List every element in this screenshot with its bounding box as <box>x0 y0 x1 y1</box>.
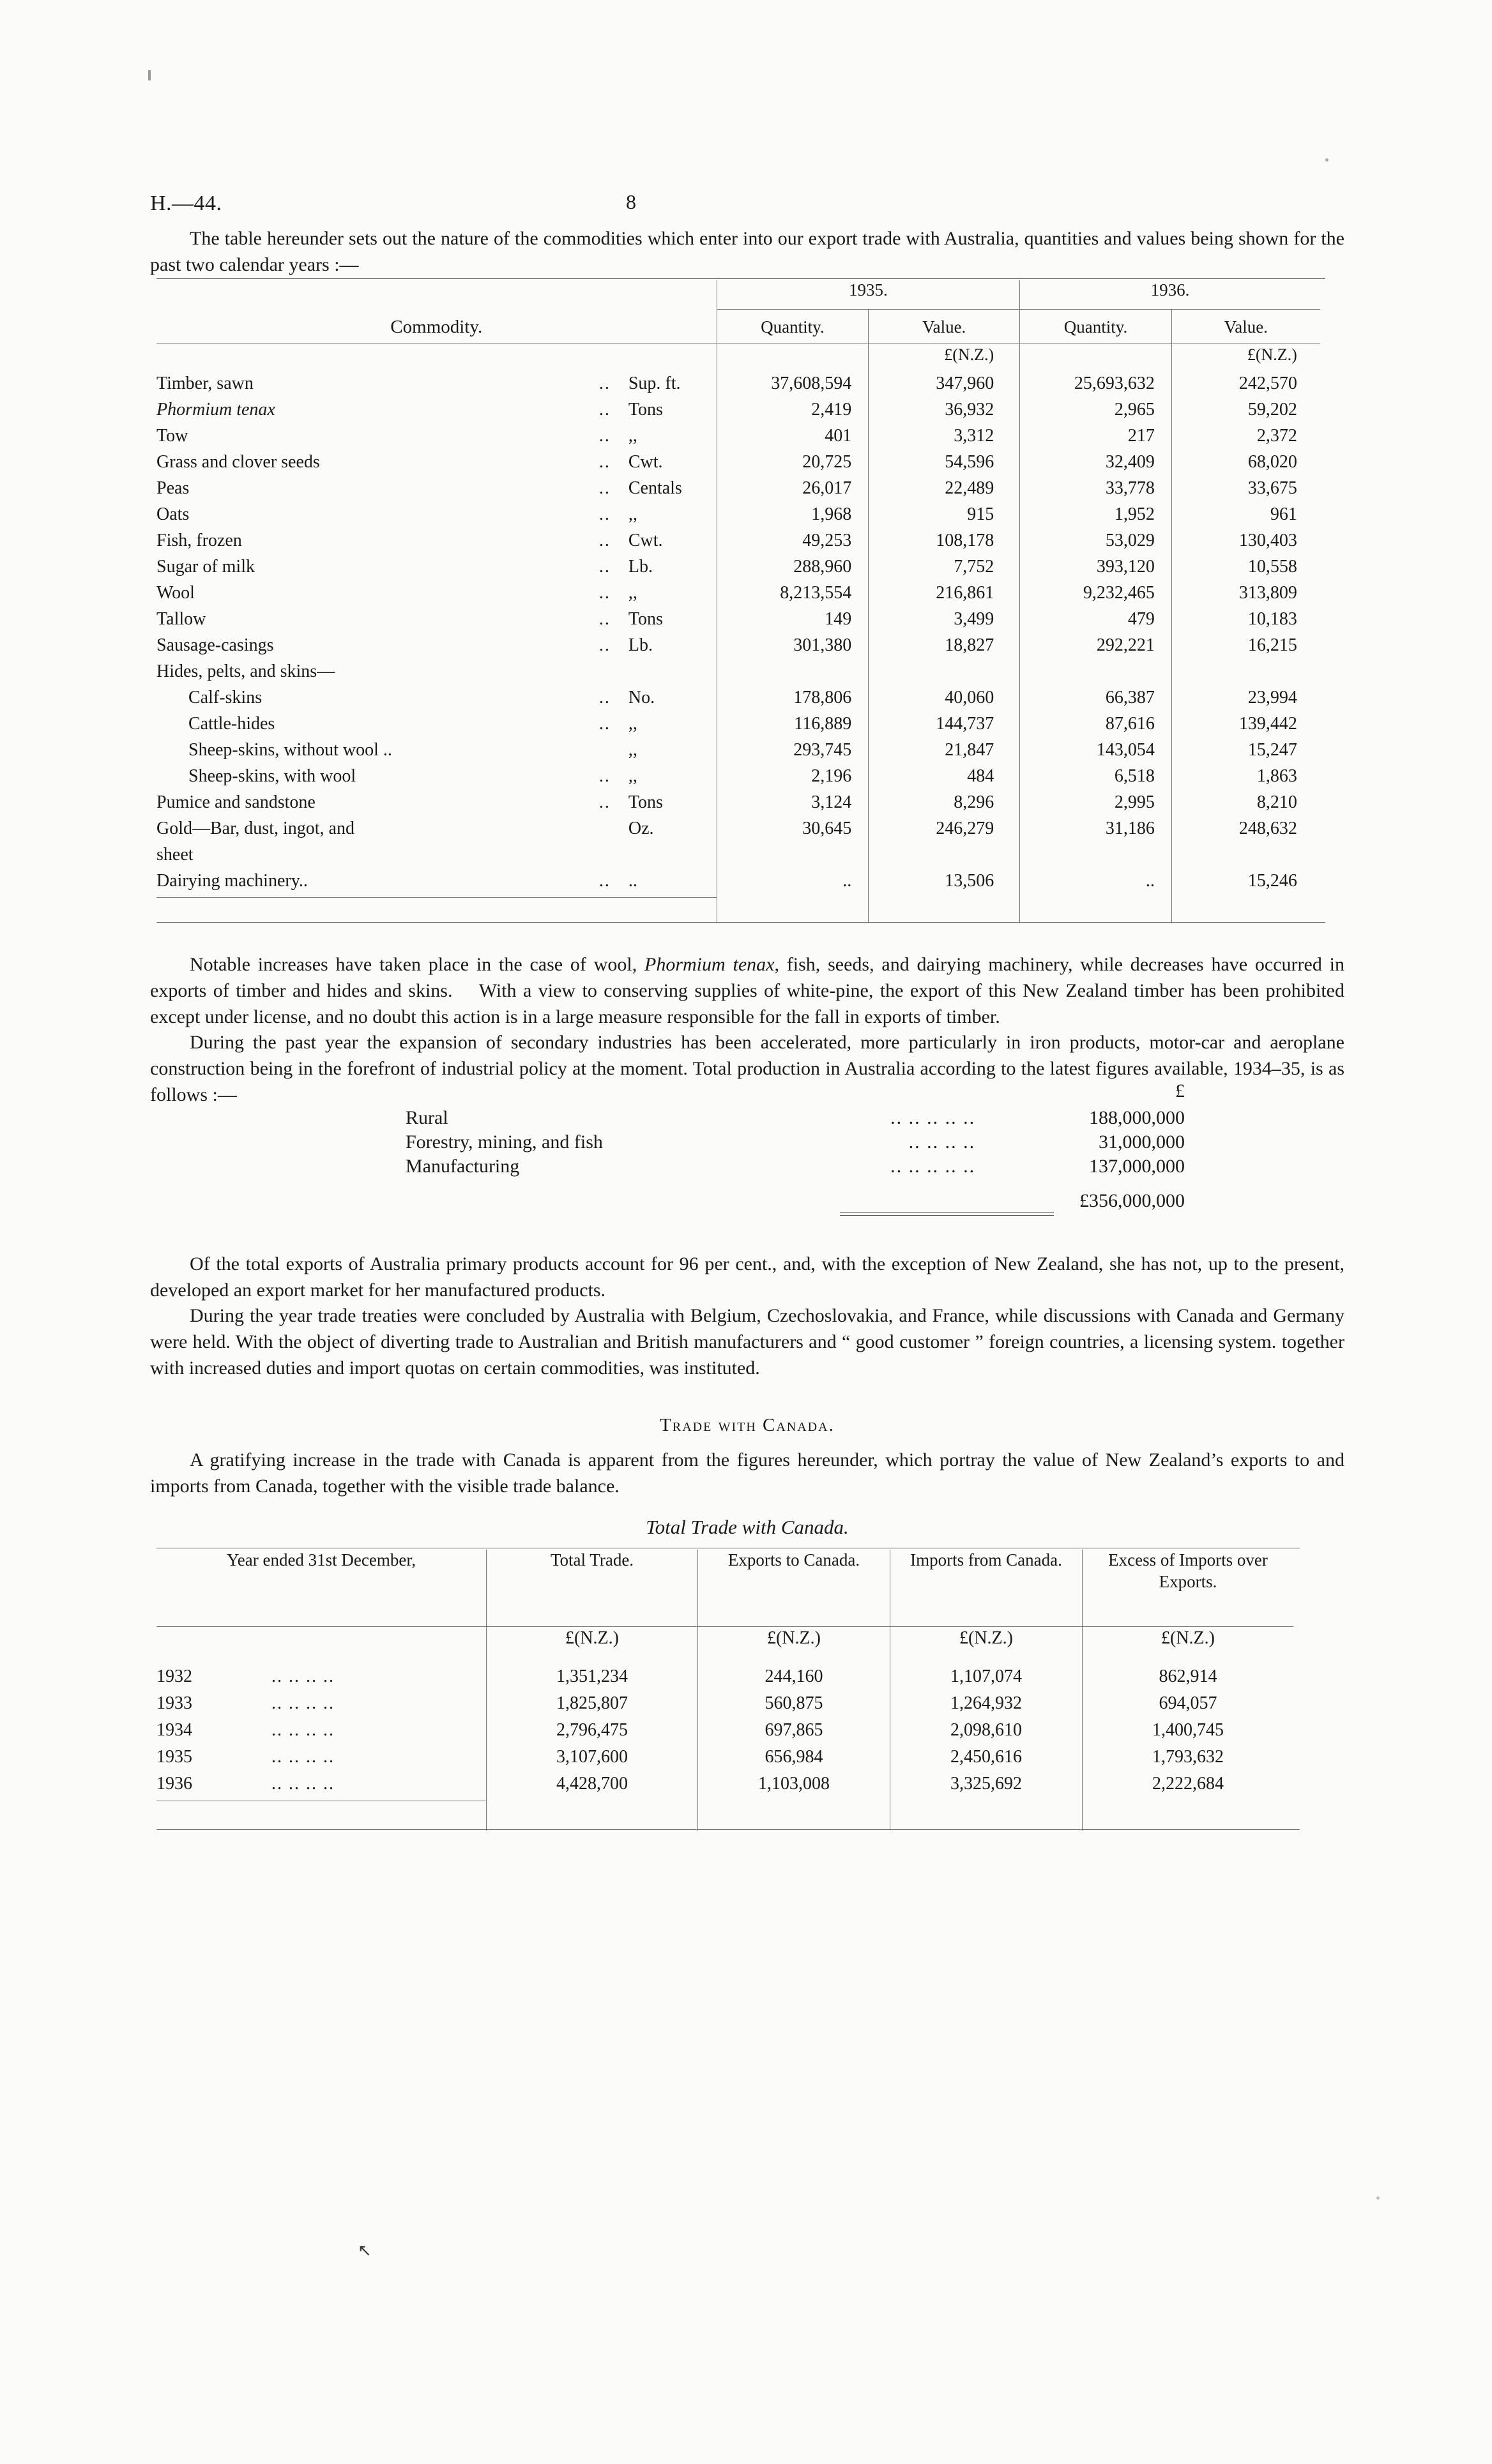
production-currency-symbol: £ <box>1175 1080 1185 1101</box>
row-endpad <box>1320 400 1325 426</box>
quantity-1935: 8,213,554 <box>717 583 869 609</box>
canada-currency-row <box>156 1628 1300 1667</box>
canada-currency-total: £(N.Z.) <box>487 1628 698 1667</box>
leader-dots: .. .. .. .. <box>908 1131 976 1153</box>
excess-value: 1,793,632 <box>1083 1747 1294 1774</box>
value-1935-header: Value. <box>869 310 1020 344</box>
table-row <box>156 1667 1300 1693</box>
value-1935 <box>869 661 1020 688</box>
value-1936-header: Value. <box>1171 310 1320 344</box>
table-row <box>156 740 1325 766</box>
production-total-rule <box>840 1212 1054 1216</box>
production-total: £356,000,000 <box>1079 1190 1185 1211</box>
row-endpad <box>1320 819 1325 845</box>
leader-dots <box>499 661 623 688</box>
quantity-1936: 9,232,465 <box>1020 583 1172 609</box>
canada-exports-header: Exports to Canada. <box>698 1550 890 1627</box>
table-row <box>156 661 1325 688</box>
production-row <box>406 1106 1185 1130</box>
year-label: 1935 <box>156 1747 192 1767</box>
commodity-name: Sheep-skins, without wool .. <box>188 740 392 760</box>
leader-dots: .. .. .. .. <box>271 1667 335 1687</box>
production-label: Manufacturing <box>406 1155 520 1177</box>
table-row <box>156 1693 1300 1720</box>
leader-dots <box>499 740 623 766</box>
commodity-name: Grass and clover seeds <box>156 452 320 472</box>
quantity-1936: 6,518 <box>1020 766 1172 792</box>
canada-excess-header: Excess of Imports over Exports. <box>1083 1550 1294 1627</box>
canada-year-header: Year ended 31st December, <box>226 1550 416 1570</box>
commodity-name: sheet <box>156 845 194 865</box>
row-endpad <box>1293 1693 1300 1720</box>
canada-currency-exports: £(N.Z.) <box>698 1628 890 1667</box>
quantity-1936: 2,995 <box>1020 792 1172 819</box>
row-endpad <box>1320 504 1325 531</box>
quantity-1936: .. <box>1020 871 1172 898</box>
value-1936: 8,210 <box>1171 792 1320 819</box>
quantity-1935: 288,960 <box>717 557 869 583</box>
currency-label-1935: £(N.Z.) <box>869 345 1020 374</box>
canada-intro-paragraph: A gratifying increase in the trade with Canada is apparent from the figures hereunder, which portray the value of New Zealand’s exports to and imports from Canada, together with the visible trade balance. <box>150 1449 1344 1497</box>
quantity-1935: 2,419 <box>717 400 869 426</box>
commodity-unit: ,, <box>628 740 637 760</box>
commodity-unit: ,, <box>628 714 637 734</box>
commodity-name: Phormium tenax <box>156 400 275 420</box>
canada-imports-header: Imports from Canada. <box>890 1550 1083 1627</box>
row-endpad <box>1320 374 1325 400</box>
commodity-name: Peas <box>156 478 190 499</box>
leader-dots: .. <box>598 452 611 472</box>
row-endpad <box>1320 426 1325 452</box>
quantity-1936 <box>1020 661 1172 688</box>
commodity-unit: Lb. <box>628 635 653 656</box>
value-1936: 2,372 <box>1171 426 1320 452</box>
table-row <box>156 400 1325 426</box>
commodity-column-header: Commodity. <box>390 317 483 338</box>
value-1935: 13,506 <box>869 871 1020 898</box>
notable-text-part1: Notable increases have taken place in the case of wool, <box>190 954 645 976</box>
leader-dots: .. <box>598 688 611 708</box>
quantity-1936: 53,029 <box>1020 531 1172 557</box>
row-endpad <box>1320 661 1325 688</box>
value-1935: 108,178 <box>869 531 1020 557</box>
excess-value: 1,400,745 <box>1083 1720 1294 1747</box>
leader-dots: .. <box>598 374 611 394</box>
value-1935 <box>869 845 1020 871</box>
page-mark: ↖ <box>358 2241 372 2260</box>
value-1936: 1,863 <box>1171 766 1320 792</box>
page-speck <box>1325 158 1328 162</box>
canada-table-title: Total Trade with Canada. <box>646 1516 849 1539</box>
leader-dots <box>499 819 623 845</box>
value-1936: 68,020 <box>1171 452 1320 478</box>
table-row <box>156 452 1325 478</box>
commodity-name: Fish, frozen <box>156 531 242 551</box>
exports-value: 1,103,008 <box>698 1774 890 1801</box>
page-speck <box>148 70 151 80</box>
value-1935: 18,827 <box>869 635 1020 661</box>
quantity-1936: 25,693,632 <box>1020 374 1172 400</box>
quantity-1936: 87,616 <box>1020 714 1172 740</box>
notable-increases-paragraph <box>150 952 1344 1030</box>
production-value: 137,000,000 <box>1089 1155 1185 1177</box>
quantity-1936: 32,409 <box>1020 452 1172 478</box>
table-row <box>156 374 1325 400</box>
value-1935: 246,279 <box>869 819 1020 845</box>
year-1936-header: 1936. <box>1020 280 1320 310</box>
commodity-name: Cattle-hides <box>188 714 275 734</box>
canada-trade-table <box>156 1548 1300 1831</box>
commodity-unit: ,, <box>628 766 637 787</box>
quantity-1935: .. <box>717 871 869 898</box>
leader-dots: .. <box>598 609 611 630</box>
quantity-1936 <box>1020 845 1172 871</box>
imports-value: 3,325,692 <box>890 1774 1083 1801</box>
quantity-1936: 2,965 <box>1020 400 1172 426</box>
leader-dots: .. .. .. .. <box>271 1720 335 1741</box>
notable-text-part2: , fish, seeds, and dairying machinery, while decreases have occurred in exports of timber and hides and skins. With a view to conserving supplies of white-pine, the export of this New Zealand timber has been prohibited except under license, and no doubt this action is in a large measure responsible for the fall in exports of timber. <box>150 954 1344 1027</box>
commodity-name: Tow <box>156 426 188 446</box>
value-1935: 3,312 <box>869 426 1020 452</box>
commodity-name: Calf-skins <box>188 688 263 708</box>
production-label: Forestry, mining, and fish <box>406 1131 603 1153</box>
year-label: 1932 <box>156 1667 192 1687</box>
value-1935: 915 <box>869 504 1020 531</box>
row-endpad <box>1320 714 1325 740</box>
imports-value: 2,098,610 <box>890 1720 1083 1747</box>
commodity-name: Timber, sawn <box>156 374 254 394</box>
currency-label-1936: £(N.Z.) <box>1171 345 1320 374</box>
leader-dots: .. .. .. .. <box>271 1774 335 1794</box>
quantity-1935: 116,889 <box>717 714 869 740</box>
leader-dots: .. <box>598 400 611 420</box>
total-trade-value: 3,107,600 <box>487 1747 698 1774</box>
value-1936: 59,202 <box>1171 400 1320 426</box>
leader-dots: .. <box>598 426 611 446</box>
canada-row-group <box>156 1667 1300 1801</box>
production-row-group <box>406 1106 1185 1179</box>
commodity-header-row <box>156 310 1325 344</box>
table-row <box>156 478 1325 504</box>
commodity-unit: Lb. <box>628 557 653 577</box>
production-value: 188,000,000 <box>1089 1107 1185 1128</box>
commodity-unit: .. <box>628 871 637 891</box>
canada-table-closing-rule <box>156 1829 1300 1830</box>
commodity-table <box>156 278 1325 924</box>
commodity-unit: ,, <box>628 426 637 446</box>
value-1935: 484 <box>869 766 1020 792</box>
currency-row <box>156 345 1325 374</box>
commodity-unit: ,, <box>628 583 637 603</box>
row-endpad <box>1320 635 1325 661</box>
quantity-1935: 20,725 <box>717 452 869 478</box>
excess-value: 694,057 <box>1083 1693 1294 1720</box>
leader-dots: .. <box>598 871 611 891</box>
leader-dots: .. <box>598 792 611 813</box>
page-content <box>150 192 1344 1830</box>
quantity-1935: 26,017 <box>717 478 869 504</box>
commodity-unit: Cwt. <box>628 531 663 551</box>
value-1935: 22,489 <box>869 478 1020 504</box>
value-1936: 139,442 <box>1171 714 1320 740</box>
table-row <box>156 635 1325 661</box>
year-label: 1933 <box>156 1693 192 1714</box>
leader-dots: .. <box>598 531 611 551</box>
row-endpad <box>1320 452 1325 478</box>
year-header-row <box>156 280 1325 310</box>
commodity-name: Oats <box>156 504 190 525</box>
exports-value: 656,984 <box>698 1747 890 1774</box>
quantity-1935: 293,745 <box>717 740 869 766</box>
commodity-unit <box>623 845 717 871</box>
leader-dots <box>499 845 623 871</box>
row-endpad <box>1320 871 1325 898</box>
value-1936: 242,570 <box>1171 374 1320 400</box>
commodity-name: Pumice and sandstone <box>156 792 316 813</box>
leader-dots: .. <box>598 557 611 577</box>
page-header <box>150 192 1344 226</box>
quantity-1935: 2,196 <box>717 766 869 792</box>
total-exports-paragraph: Of the total exports of Australia primary products account for 96 per cent., and, with the exception of New Zealand, she has not, up to the present, developed an export market for her manufactured products. <box>150 1253 1344 1301</box>
table-row <box>156 792 1325 819</box>
quantity-1935: 3,124 <box>717 792 869 819</box>
commodity-unit: ,, <box>628 504 637 525</box>
quantity-1935: 301,380 <box>717 635 869 661</box>
quantity-1935-header: Quantity. <box>717 310 869 344</box>
value-1936: 15,247 <box>1171 740 1320 766</box>
production-value: 31,000,000 <box>1099 1131 1185 1153</box>
value-1936: 16,215 <box>1171 635 1320 661</box>
commodity-unit <box>623 661 717 688</box>
production-row <box>406 1130 1185 1154</box>
production-label: Rural <box>406 1107 448 1128</box>
table-row <box>156 557 1325 583</box>
quantity-1936: 31,186 <box>1020 819 1172 845</box>
value-1936: 313,809 <box>1171 583 1320 609</box>
row-endpad <box>1320 609 1325 635</box>
canada-currency-imports: £(N.Z.) <box>890 1628 1083 1667</box>
year-1935-header: 1935. <box>717 280 1020 310</box>
document-id: H.—44. <box>150 192 222 215</box>
table-row <box>156 688 1325 714</box>
commodity-row-group <box>156 374 1325 898</box>
quantity-1935 <box>717 661 869 688</box>
leader-dots: .. <box>598 478 611 499</box>
quantity-1935: 178,806 <box>717 688 869 714</box>
value-1935: 36,932 <box>869 400 1020 426</box>
value-1936 <box>1171 661 1320 688</box>
commodity-name: Sausage-casings <box>156 635 274 656</box>
quantity-1936: 1,952 <box>1020 504 1172 531</box>
row-endpad <box>1320 557 1325 583</box>
value-1936: 130,403 <box>1171 531 1320 557</box>
value-1935: 3,499 <box>869 609 1020 635</box>
quantity-1936: 143,054 <box>1020 740 1172 766</box>
excess-value: 862,914 <box>1083 1667 1294 1693</box>
value-1935: 40,060 <box>869 688 1020 714</box>
table-row <box>156 426 1325 452</box>
exports-commentary-block <box>150 1251 1344 1382</box>
commodity-unit: No. <box>628 688 655 708</box>
quantity-1936-header: Quantity. <box>1020 310 1172 344</box>
commodity-unit: Tons <box>628 792 663 813</box>
secondary-industries-paragraph: During the past year the expansion of secondary industries has been accelerated, more particularly in iron products, motor-car and aeroplane construction being in the forefront of industrial policy at the moment. Total production in Australia according to the latest figures available, 1934–35, is as follows :— <box>150 1032 1344 1106</box>
table-row <box>156 1747 1300 1774</box>
quantity-1935: 401 <box>717 426 869 452</box>
leader-dots: .. <box>598 766 611 787</box>
table-row <box>156 504 1325 531</box>
value-1935: 216,861 <box>869 583 1020 609</box>
commodity-unit: Centals <box>628 478 682 499</box>
imports-value: 1,264,932 <box>890 1693 1083 1720</box>
canada-total-trade-header: Total Trade. <box>487 1550 698 1627</box>
exports-value: 244,160 <box>698 1667 890 1693</box>
commodity-unit: Sup. ft. <box>628 374 681 394</box>
table-row <box>156 1720 1300 1747</box>
table-row <box>156 819 1325 845</box>
table-bottom-rule-row <box>156 898 1325 924</box>
total-trade-value: 1,825,807 <box>487 1693 698 1720</box>
quantity-1936: 479 <box>1020 609 1172 635</box>
value-1935: 21,847 <box>869 740 1020 766</box>
table-row <box>156 871 1325 898</box>
exports-value: 560,875 <box>698 1693 890 1720</box>
row-endpad <box>1320 740 1325 766</box>
quantity-1936: 292,221 <box>1020 635 1172 661</box>
trade-treaties-paragraph: During the year trade treaties were concluded by Australia with Belgium, Czechoslovakia, and France, while discussions with Canada and Germany were held. With the object of diverting trade to Australian and British manufacturers and “ good customer ” foreign countries, a licensing system. together with increased duties and import quotas on certain commodities, was instituted. <box>150 1305 1344 1379</box>
leader-dots: .. .. .. .. .. <box>890 1155 976 1177</box>
exports-value: 697,865 <box>698 1720 890 1747</box>
quantity-1935: 49,253 <box>717 531 869 557</box>
quantity-1935: 30,645 <box>717 819 869 845</box>
value-1936: 961 <box>1171 504 1320 531</box>
quantity-1935 <box>717 845 869 871</box>
row-endpad <box>1320 792 1325 819</box>
intro-paragraph: The table hereunder sets out the nature of the commodities which enter into our export trade with Australia, quantities and values being shown for the past two calendar years :— <box>150 228 1344 275</box>
value-1936: 10,183 <box>1171 609 1320 635</box>
row-endpad <box>1320 531 1325 557</box>
row-endpad <box>1320 766 1325 792</box>
table-row <box>156 583 1325 609</box>
row-endpad <box>1320 688 1325 714</box>
value-1936: 23,994 <box>1171 688 1320 714</box>
commodity-unit: Tons <box>628 400 663 420</box>
value-1935: 8,296 <box>869 792 1020 819</box>
phormium-tenax-italic: Phormium tenax <box>644 954 775 976</box>
row-endpad <box>1293 1774 1300 1801</box>
canada-section-heading <box>150 1415 1344 1436</box>
page-speck <box>1376 2196 1380 2200</box>
commodity-name: Dairying machinery.. <box>156 871 308 891</box>
leader-dots: .. <box>598 714 611 734</box>
leader-dots: .. .. .. .. <box>271 1693 335 1714</box>
production-figures-table <box>406 1106 1185 1179</box>
table-closing-rule <box>156 922 1325 923</box>
value-1935: 347,960 <box>869 374 1020 400</box>
table-row <box>156 714 1325 740</box>
value-1936 <box>1171 845 1320 871</box>
canada-table-bottom-rule <box>156 1801 1300 1831</box>
commodity-unit: Tons <box>628 609 663 630</box>
value-1935: 54,596 <box>869 452 1020 478</box>
page-number: 8 <box>626 190 636 213</box>
table-row <box>156 531 1325 557</box>
leader-dots: .. .. .. .. .. <box>890 1107 976 1128</box>
commodity-name: Hides, pelts, and skins— <box>156 661 335 682</box>
value-1936: 10,558 <box>1171 557 1320 583</box>
total-trade-value: 4,428,700 <box>487 1774 698 1801</box>
commodity-name: Tallow <box>156 609 206 630</box>
value-1936: 33,675 <box>1171 478 1320 504</box>
row-endpad <box>1293 1747 1300 1774</box>
year-label: 1936 <box>156 1774 192 1794</box>
year-label: 1934 <box>156 1720 192 1741</box>
commodity-name: Sheep-skins, with wool <box>188 766 356 787</box>
row-endpad <box>1293 1720 1300 1747</box>
value-1936: 15,246 <box>1171 871 1320 898</box>
leader-dots: .. <box>598 504 611 525</box>
leader-dots: .. <box>598 635 611 656</box>
quantity-1936: 393,120 <box>1020 557 1172 583</box>
row-endpad <box>1293 1667 1300 1693</box>
commodity-unit: Cwt. <box>628 452 663 472</box>
imports-value: 1,107,074 <box>890 1667 1083 1693</box>
commodity-unit: Oz. <box>628 819 654 839</box>
value-1935: 7,752 <box>869 557 1020 583</box>
canada-heading-text: Trade with Canada. <box>660 1414 835 1435</box>
row-endpad <box>1320 478 1325 504</box>
total-trade-value: 1,351,234 <box>487 1667 698 1693</box>
table-row <box>156 1774 1300 1801</box>
excess-value: 2,222,684 <box>1083 1774 1294 1801</box>
quantity-1936: 66,387 <box>1020 688 1172 714</box>
leader-dots: .. .. .. .. <box>271 1747 335 1767</box>
quantity-1935: 37,608,594 <box>717 374 869 400</box>
row-endpad <box>1320 845 1325 871</box>
commodity-name: Sugar of milk <box>156 557 255 577</box>
table-row <box>156 845 1325 871</box>
quantity-1935: 149 <box>717 609 869 635</box>
quantity-1936: 217 <box>1020 426 1172 452</box>
imports-value: 2,450,616 <box>890 1747 1083 1774</box>
quantity-1935: 1,968 <box>717 504 869 531</box>
total-trade-value: 2,796,475 <box>487 1720 698 1747</box>
value-1935: 144,737 <box>869 714 1020 740</box>
leader-dots: .. <box>598 583 611 603</box>
canada-header-row <box>156 1550 1300 1627</box>
value-1936: 248,632 <box>1171 819 1320 845</box>
table-row <box>156 766 1325 792</box>
commodity-name: Gold—Bar, dust, ingot, and <box>156 819 354 839</box>
commodity-name: Wool <box>156 583 195 603</box>
quantity-1936: 33,778 <box>1020 478 1172 504</box>
canada-currency-excess: £(N.Z.) <box>1083 1628 1294 1667</box>
table-row <box>156 609 1325 635</box>
production-row <box>406 1154 1185 1179</box>
row-endpad <box>1320 583 1325 609</box>
